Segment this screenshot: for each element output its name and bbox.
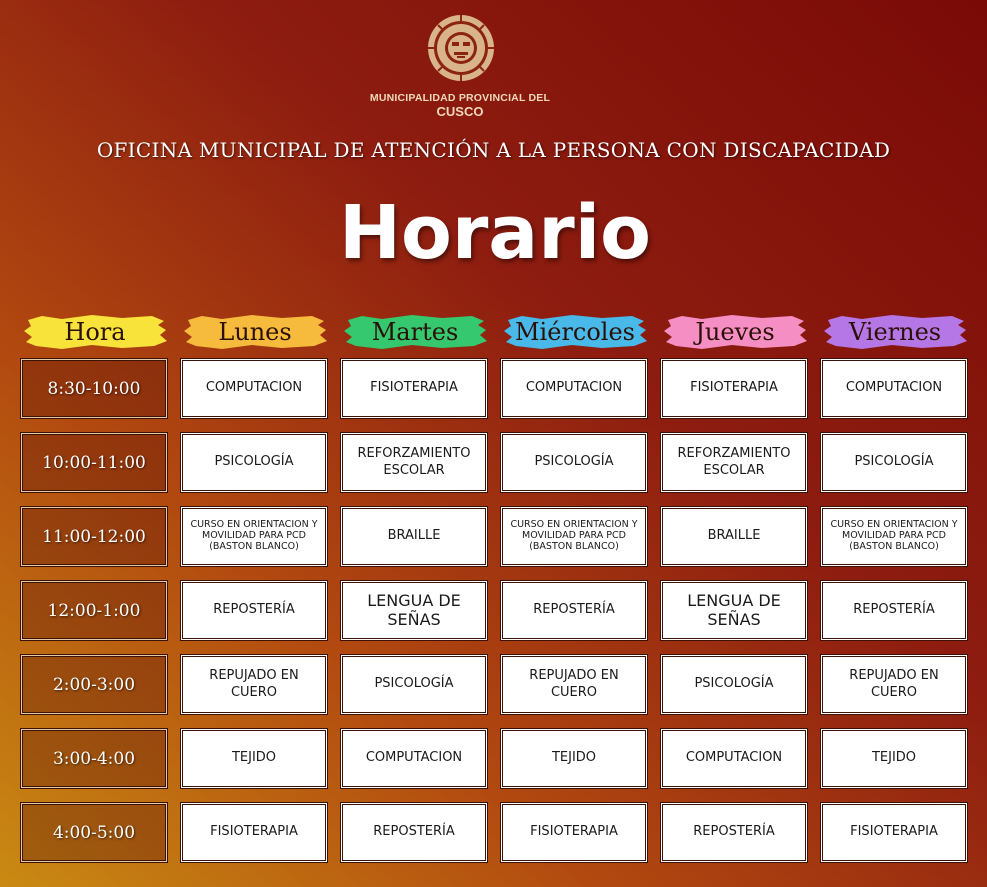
schedule-cell-martes: FISIOTERAPIA — [342, 360, 486, 417]
schedule-cell-martes: COMPUTACION — [342, 730, 486, 787]
schedule-cell-viernes: REPOSTERÍA — [822, 582, 966, 639]
schedule-cell-jueves: LENGUA DE SEÑAS — [662, 582, 806, 639]
schedule-cell-lunes: FISIOTERAPIA — [182, 804, 326, 861]
schedule-cell-lunes: PSICOLOGÍA — [182, 434, 326, 491]
schedule-cell-miercoles: COMPUTACION — [502, 360, 646, 417]
inca-sun-icon — [427, 14, 495, 82]
schedule-cell-miercoles: FISIOTERAPIA — [502, 804, 646, 861]
schedule-cell-jueves: FISIOTERAPIA — [662, 360, 806, 417]
schedule-cell-viernes: PSICOLOGÍA — [822, 434, 966, 491]
schedule-cell-miercoles: REPOSTERÍA — [502, 582, 646, 639]
schedule-cell-lunes: REPUJADO EN CUERO — [182, 656, 326, 713]
hour-cell: 4:00-5:00 — [22, 804, 166, 861]
column-header-label: Jueves — [695, 318, 775, 346]
hour-cell: 12:00-1:00 — [22, 582, 166, 639]
column-header-label: Martes — [371, 318, 459, 346]
org-name-line2: CUSCO — [436, 104, 484, 119]
schedule-cell-martes: REFORZAMIENTO ESCOLAR — [342, 434, 486, 491]
schedule-cell-martes: BRAILLE — [342, 508, 486, 565]
column-header-5 — [822, 314, 968, 350]
org-name-line1: MUNICIPALIDAD PROVINCIAL DEL — [369, 92, 551, 104]
schedule-cell-miercoles: TEJIDO — [502, 730, 646, 787]
column-header-1 — [182, 314, 328, 350]
schedule-cell-jueves: REPOSTERÍA — [662, 804, 806, 861]
schedule-cell-jueves: COMPUTACION — [662, 730, 806, 787]
schedule-cell-viernes: REPUJADO EN CUERO — [822, 656, 966, 713]
schedule-cell-lunes: COMPUTACION — [182, 360, 326, 417]
column-header-2 — [342, 314, 488, 350]
hour-cell: 3:00-4:00 — [22, 730, 166, 787]
column-header-0 — [22, 314, 168, 350]
schedule-cell-lunes: CURSO EN ORIENTACION Y MOVILIDAD PARA PCD (BASTON BLANCO) — [182, 508, 326, 565]
schedule-cell-miercoles: REPUJADO EN CUERO — [502, 656, 646, 713]
page-title: Horario — [339, 190, 651, 276]
schedule-cell-viernes: TEJIDO — [822, 730, 966, 787]
column-header-label: Lunes — [218, 318, 292, 346]
schedule-cell-viernes: COMPUTACION — [822, 360, 966, 417]
column-header-label: Viernes — [848, 318, 942, 346]
hour-cell: 10:00-11:00 — [22, 434, 166, 491]
column-header-4 — [662, 314, 808, 350]
schedule-cell-lunes: REPOSTERÍA — [182, 582, 326, 639]
schedule-cell-miercoles: CURSO EN ORIENTACION Y MOVILIDAD PARA PCD (BASTON BLANCO) — [502, 508, 646, 565]
hour-cell: 2:00-3:00 — [22, 656, 166, 713]
schedule-cell-jueves: REFORZAMIENTO ESCOLAR — [662, 434, 806, 491]
column-header-3 — [502, 314, 648, 350]
column-header-label: Miércoles — [514, 318, 635, 346]
schedule-cell-viernes: CURSO EN ORIENTACION Y MOVILIDAD PARA PCD (BASTON BLANCO) — [822, 508, 966, 565]
hour-cell: 11:00-12:00 — [22, 508, 166, 565]
office-title: OFICINA MUNICIPAL DE ATENCIÓN A LA PERSONA CON DISCAPACIDAD — [96, 138, 891, 162]
schedule-cell-martes: PSICOLOGÍA — [342, 656, 486, 713]
schedule-cell-lunes: TEJIDO — [182, 730, 326, 787]
schedule-cell-jueves: PSICOLOGÍA — [662, 656, 806, 713]
schedule-cell-martes: LENGUA DE SEÑAS — [342, 582, 486, 639]
schedule-cell-martes: REPOSTERÍA — [342, 804, 486, 861]
column-header-label: Hora — [64, 318, 126, 346]
schedule-cell-viernes: FISIOTERAPIA — [822, 804, 966, 861]
schedule-cell-miercoles: PSICOLOGÍA — [502, 434, 646, 491]
schedule-cell-jueves: BRAILLE — [662, 508, 806, 565]
hour-cell: 8:30-10:00 — [22, 360, 166, 417]
